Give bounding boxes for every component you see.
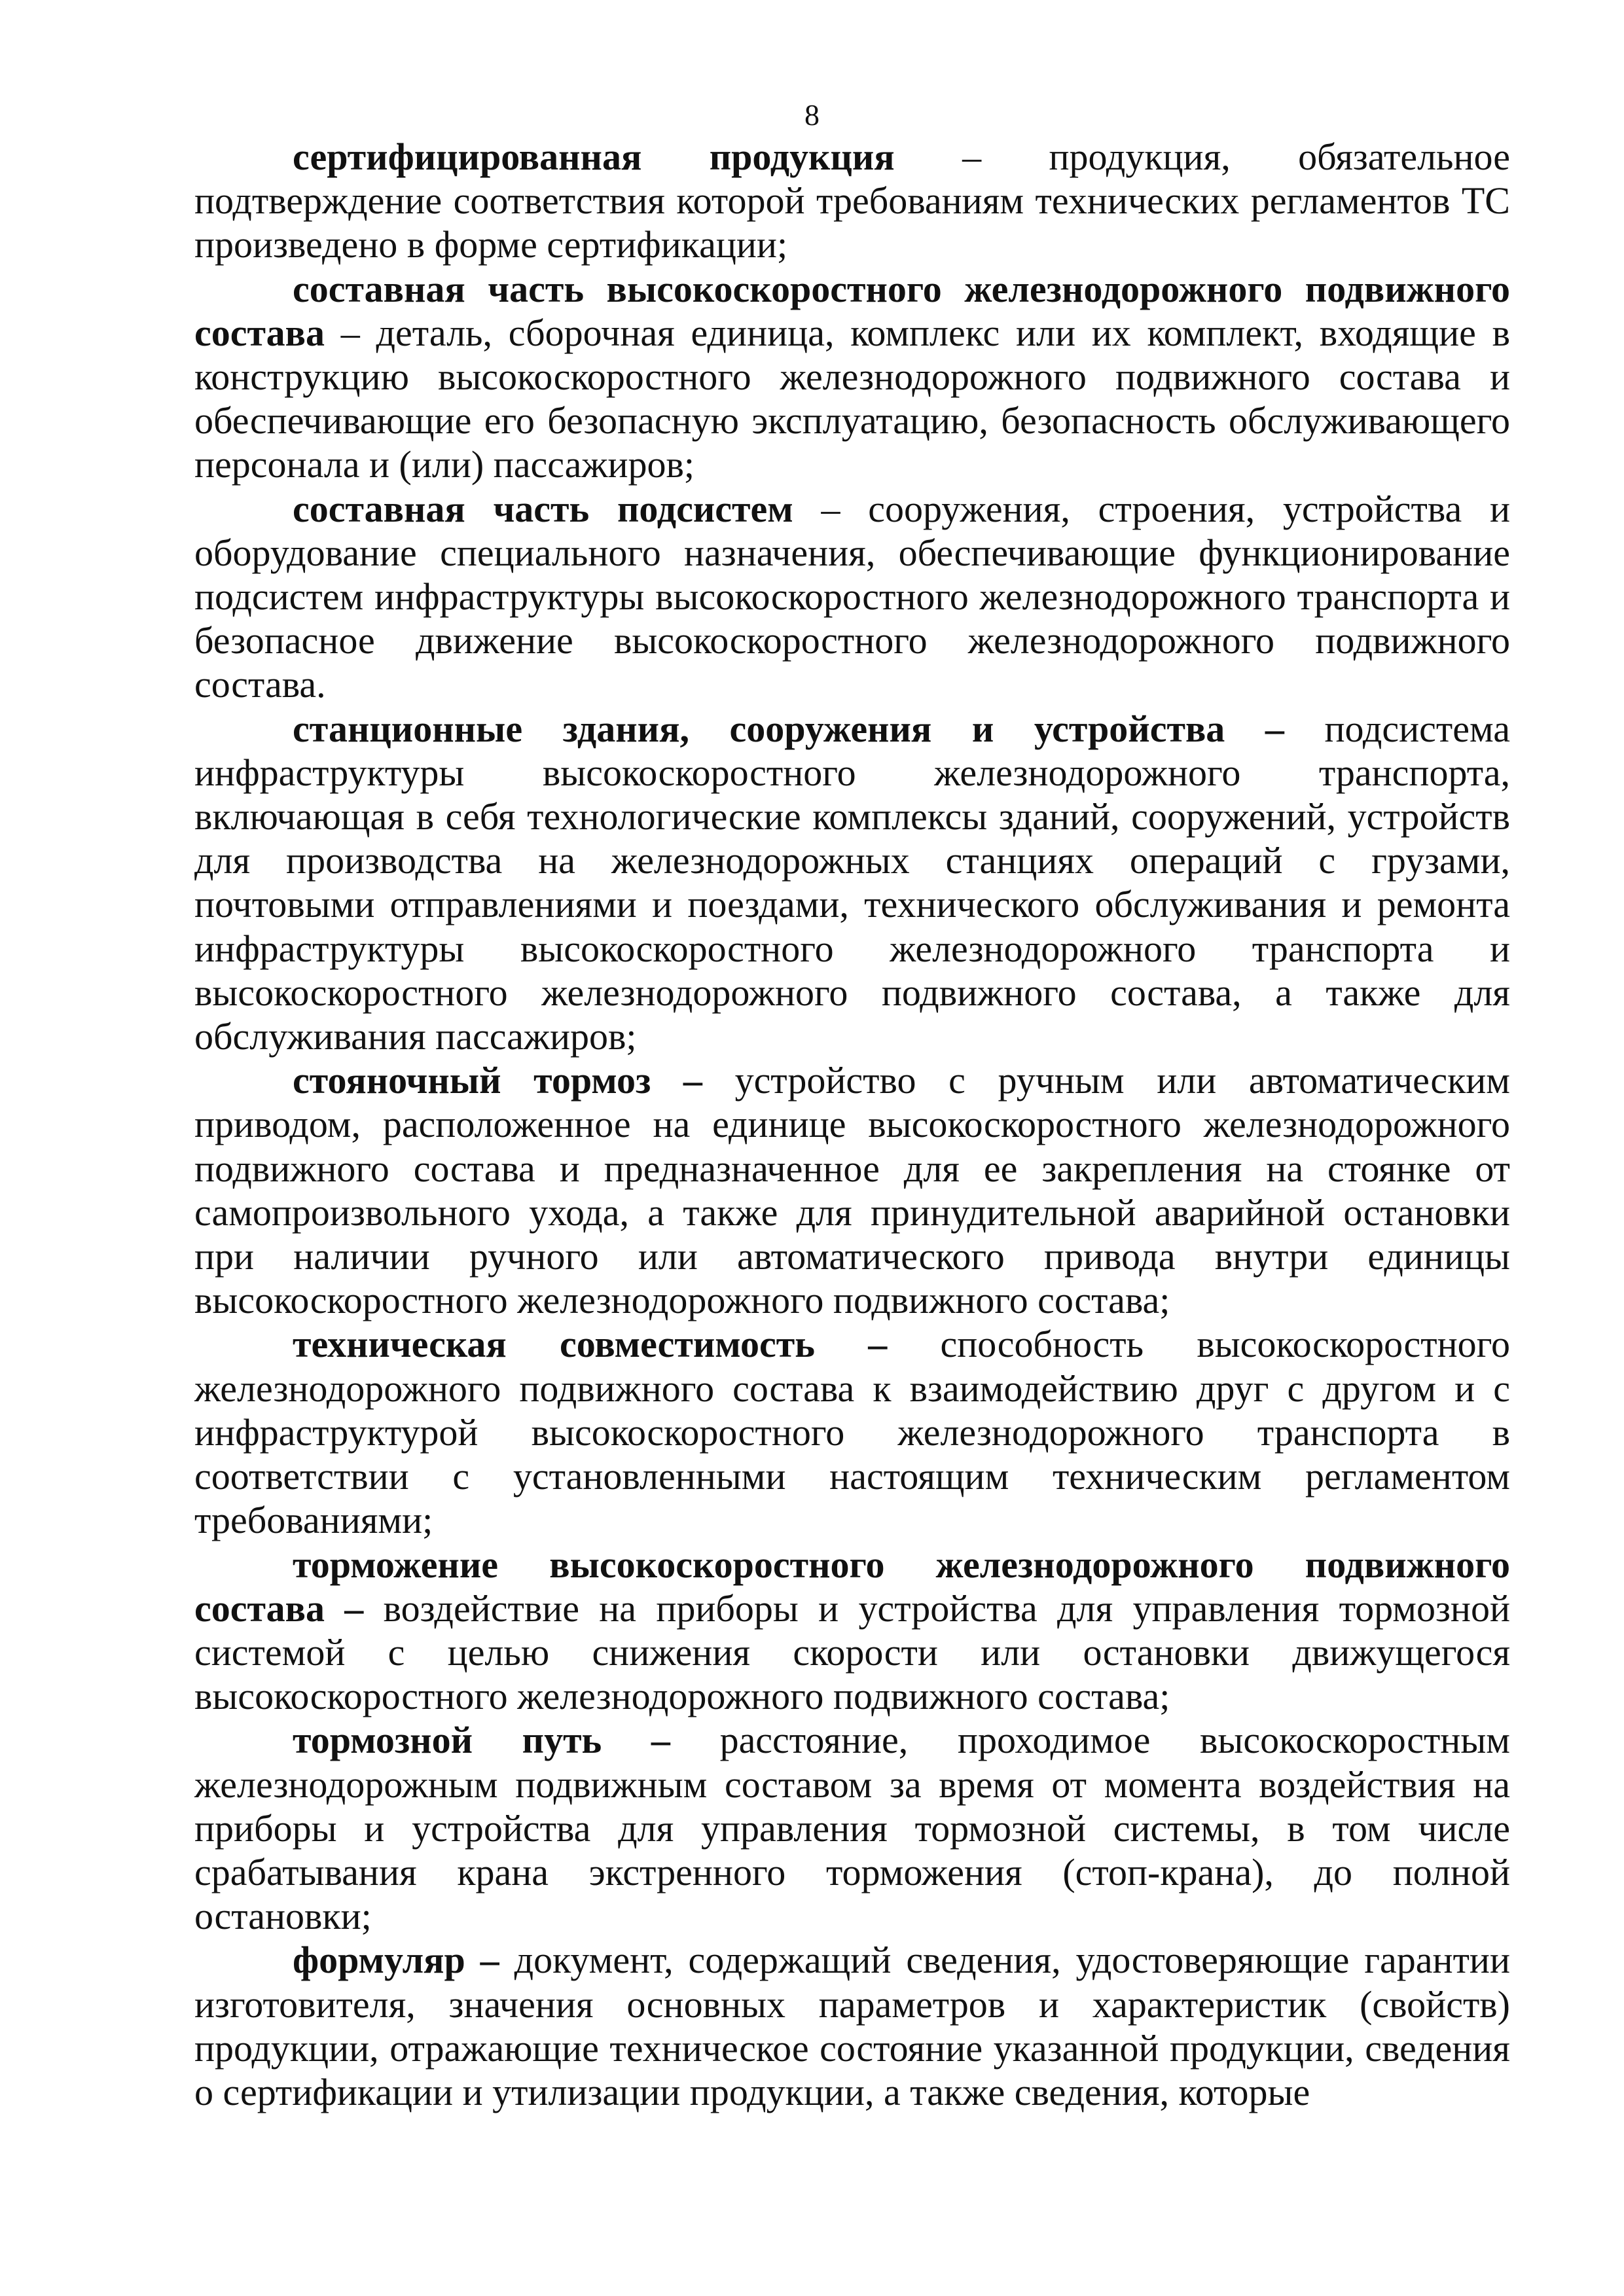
definition-paragraph: [194, 707, 1510, 1059]
definition-paragraph: [194, 1938, 1510, 2114]
definition-dash: –: [793, 487, 869, 530]
definition-paragraph: [194, 1058, 1510, 1322]
definition-dash: [499, 1939, 514, 1981]
definition-dash: –: [325, 311, 376, 354]
definition-text: сооружения, строения, устройства и оборудование специального назначения, обеспечивающие функционирование подсистем инфраструктуры высокоскоростного железнодорожного транспорта и безопасное движение высокоскоростного железнодорожного подвижного состава.: [194, 487, 1511, 706]
definition-paragraph: [194, 1718, 1510, 1938]
definition-term: стояночный тормоз –: [293, 1059, 702, 1102]
definition-dash: –: [894, 135, 1049, 178]
document-body: [194, 135, 1510, 2114]
definition-text: воздействие на приборы и устройства для управления тормозной системой с целью снижения скорости или остановки движущегося высокоскоростного железнодорожного подвижного состава;: [194, 1587, 1510, 1718]
definition-dash: [702, 1059, 735, 1102]
definition-paragraph: [194, 267, 1510, 487]
definition-text: расстояние, проходимое высокоскоростным железнодорожным подвижным составом за время от момента воздействия на приборы и устройства для управления тормозной системы, в том числе срабатывания крана экстренного торможения (стоп-крана), до полной остановки;: [194, 1719, 1511, 1938]
definition-term: тормозной путь –: [293, 1719, 670, 1762]
definition-term: торможение высокоскоростного железнодорожного подвижного состава –: [194, 1543, 1510, 1630]
definition-text: подсистема инфраструктуры высокоскоростного железнодорожного транспорта, включающая в себя технологические комплексы зданий, сооружений, устройств для производства на железнодорожных станциях операций с грузами, почтовыми отправлениями и поездами, технического обслуживания и ремонта инфраструктуры высокоскоростного железнодорожного транспорта и высокоскоростного железнодорожного подвижного состава, а также для обслуживания пассажиров;: [194, 707, 1510, 1058]
definition-paragraph: [194, 487, 1510, 707]
definition-term: станционные здания, сооружения и устройства –: [293, 707, 1284, 750]
definition-text: устройство с ручным или автоматическим приводом, расположенное на единице высокоскоростного железнодорожного подвижного состава и предназначенное для ее закрепления на стоянке от самопроизвольного ухода, а также для принудительной аварийной остановки при наличии ручного или автоматического привода внутри единицы высокоскоростного железнодорожного подвижного состава;: [194, 1059, 1511, 1322]
definition-text: продукция, обязательное подтверждение соответствия которой требованиям технических регламентов ТС произведено в форме сертификации;: [194, 135, 1510, 266]
page-number: 8: [804, 98, 820, 132]
definition-term: составная часть высокоскоростного железнодорожного подвижного состава: [194, 267, 1510, 354]
definition-dash: [887, 1323, 940, 1365]
definition-term: составная часть подсистем: [293, 487, 793, 530]
definition-dash: [670, 1719, 720, 1761]
definition-dash: [363, 1587, 383, 1630]
definition-term: формуляр –: [293, 1939, 499, 1982]
definition-text: документ, содержащий сведения, удостоверяющие гарантии изготовителя, значения основных параметров и характеристик (свойств) продукции, отражающие техническое состояние указанной продукции, сведения о сертификации и утилизации продукции, а также сведения, которые: [194, 1939, 1511, 2113]
definition-paragraph: [194, 1322, 1510, 1542]
definition-term: техническая совместимость –: [293, 1323, 888, 1366]
definition-paragraph: [194, 1543, 1510, 1719]
definition-dash: [1284, 708, 1325, 750]
definition-term: сертифицированная продукция: [293, 135, 895, 178]
definition-text: способность высокоскоростного железнодорожного подвижного состава к взаимодействию друг с другом и с инфраструктурой высокоскоростного железнодорожного транспорта в соответствии с установленными настоящим техническим регламентом требованиями;: [194, 1323, 1510, 1542]
definition-text: деталь, сборочная единица, комплекс или их комплект, входящие в конструкцию высокоскоростного железнодорожного подвижного состава и обеспечивающие его безопасную эксплуатацию, безопасность обслуживающего персонала и (или) пассажиров;: [194, 311, 1510, 486]
definition-paragraph: [194, 135, 1510, 267]
